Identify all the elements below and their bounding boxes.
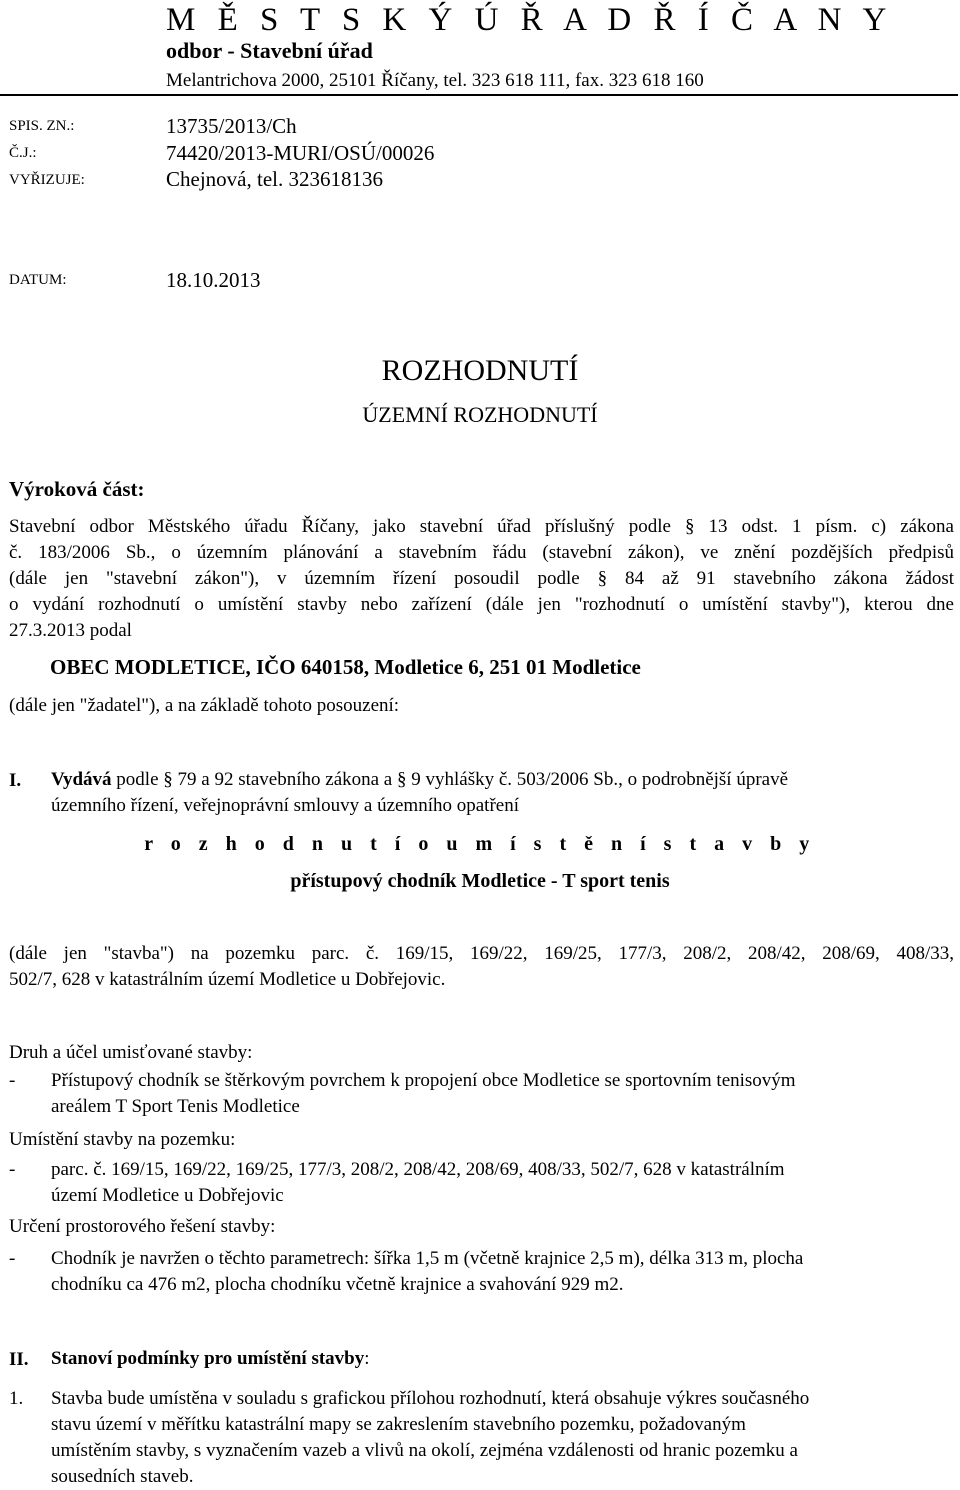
urceni-heading: Určení prostorového řešení stavby: (9, 1216, 276, 1237)
bullet-dash: - (9, 1070, 16, 1091)
intro-line: č. 183/2006 Sb., o územním plánování a stavebním řádu (stavební zákon), ve znění pozdějších předpisů (9, 542, 954, 563)
header-divider (0, 94, 958, 96)
umisteni-line: území Modletice u Dobřejovic (51, 1185, 284, 1206)
druh-line: Přístupový chodník se štěrkovým povrchem k propojení obce Modletice se sportovním tenisovým (51, 1070, 796, 1091)
part-one-line-rest: podle § 79 a 92 stavebního zákona a § 9 vyhlášky č. 503/2006 Sb., o podrobnější úpravě (111, 769, 789, 790)
part-one-numeral: I. (9, 770, 22, 791)
bullet-dash: - (9, 1159, 16, 1180)
urceni-line: chodníku ca 476 m2, plocha chodníku včetně krajnice a svahování 929 m2. (51, 1274, 624, 1295)
spis-value: 13735/2013/Ch (166, 114, 297, 138)
cj-label: Č.J.: (9, 145, 37, 161)
issues-keyword: Vydává (51, 769, 112, 790)
parcel-line: (dále jen "stavba") na pozemku parc. č. 169/15, 169/22, 169/25, 177/3, 208/2, 208/42, 208/69, 408/33, (9, 943, 954, 964)
urceni-line: Chodník je navržen o těchto parametrech: šířka 1,5 m (včetně krajnice 2,5 m), délka 313 m, plocha (51, 1248, 804, 1269)
vyrizuje-label: VYŘIZUJE: (9, 172, 85, 188)
condition-line: umístěním stavby, s vyznačením vazeb a vlivů na okolí, zejména vzdálenosti od hranic pozemku a (51, 1440, 798, 1461)
document-subtitle: ÚZEMNÍ ROZHODNUTÍ (362, 402, 598, 427)
parcel-line: 502/7, 628 v katastrálním území Modletice u Dobřejovic. (9, 969, 446, 990)
department-name: odbor - Stavební úřad (166, 38, 373, 63)
umisteni-line: parc. č. 169/15, 169/22, 169/25, 177/3, 208/2, 208/42, 208/69, 408/33, 502/7, 628 v katastrálním (51, 1159, 785, 1180)
part-one-text (51, 767, 931, 819)
condition-line: Stavba bude umístěna v souladu s grafickou přílohou rozhodnutí, která obsahuje výkres současného (51, 1388, 810, 1409)
umisteni-text (51, 1157, 931, 1209)
intro-line: 27.3.2013 podal (9, 620, 132, 641)
bullet-dash: - (9, 1248, 16, 1269)
druh-text (51, 1068, 931, 1120)
condition-line: stavu území v měřítku katastrální mapy se zakreslením stavebního pozemku, požadovaným (51, 1414, 746, 1435)
office-address: Melantrichova 2000, 25101 Říčany, tel. 323 618 111, fax. 323 618 160 (166, 70, 704, 91)
datum-label: DATUM: (9, 272, 67, 288)
applicant: OBEC MODLETICE, IČO 640158, Modletice 6, 251 01 Modletice (50, 655, 641, 679)
building-name: přístupový chodník Modletice - T sport tenis (290, 870, 670, 892)
intro-line: o vydání rozhodnutí o umístění stavby nebo zařízení (dále jen "rozhodnutí o umístění stavby"), kterou dne (9, 594, 954, 615)
part-two-heading (51, 1346, 931, 1372)
druh-heading: Druh a účel umisťované stavby: (9, 1042, 253, 1063)
parcel-paragraph (9, 941, 954, 993)
condition-line: sousedních staveb. (51, 1466, 194, 1487)
document-title: ROZHODNUTÍ (381, 354, 579, 387)
datum-value: 18.10.2013 (166, 268, 261, 292)
condition-number: 1. (9, 1388, 24, 1409)
office-name: M Ě S T S K Ý Ú Ř A D Ř Í Č A N Y (166, 2, 894, 38)
verdict-intro (9, 514, 954, 644)
applicant-note: (dále jen "žadatel"), a na základě tohoto posouzení: (9, 695, 400, 716)
part-one-line: územního řízení, veřejnoprávní smlouvy a územního opatření (51, 795, 519, 816)
condition-text (51, 1386, 931, 1490)
intro-line: Stavební odbor Městského úřadu Říčany, jako stavební úřad příslušný podle § 13 odst. 1 písm. c) zákona (9, 516, 954, 537)
part-two-heading-colon: : (364, 1348, 370, 1369)
umisteni-heading: Umístění stavby na pozemku: (9, 1129, 236, 1150)
vyrizuje-value: Chejnová, tel. 323618136 (166, 167, 383, 191)
part-two-numeral: II. (9, 1349, 29, 1370)
verdict-heading: Výroková část: (9, 477, 145, 501)
decision-title: r o z h o d n u t í o u m í s t ě n í s t a v b y (144, 833, 816, 855)
urceni-text (51, 1246, 931, 1298)
cj-value: 74420/2013-MURI/OSÚ/00026 (166, 141, 435, 165)
druh-line: areálem T Sport Tenis Modletice (51, 1096, 300, 1117)
part-two-heading-text: Stanoví podmínky pro umístění stavby (51, 1348, 365, 1369)
spis-label: SPIS. ZN.: (9, 118, 75, 134)
intro-line: (dále jen "stavební zákon"), v územním řízení posoudil podle § 84 až 91 stavebního zákona žádost (9, 568, 954, 589)
